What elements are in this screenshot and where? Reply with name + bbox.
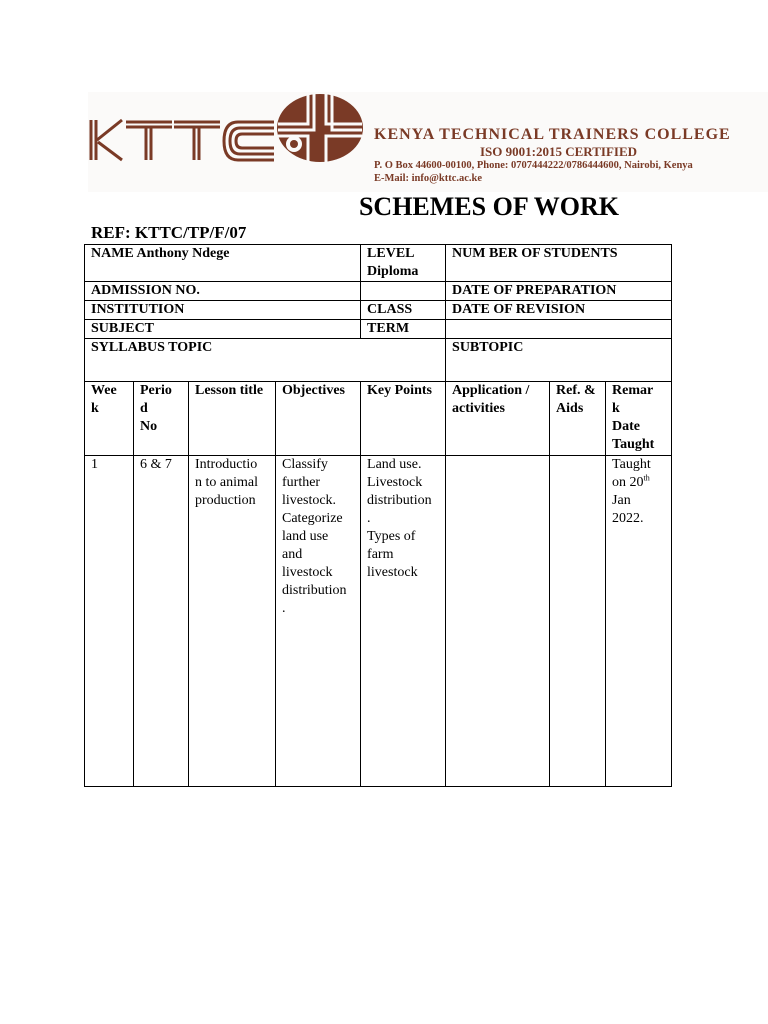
cell-line: Classify bbox=[282, 457, 328, 472]
cell-line: and bbox=[282, 547, 303, 562]
objectives-cell bbox=[276, 456, 361, 787]
ordinal-suffix: th bbox=[643, 473, 650, 483]
period-cell: 6 & 7 bbox=[134, 456, 189, 787]
col-ref-aids-header bbox=[550, 382, 606, 456]
cell-line: Taught bbox=[612, 457, 651, 472]
cell-line: n to animal bbox=[195, 475, 258, 490]
header-line: Ref. & bbox=[556, 383, 596, 398]
header-line: No bbox=[140, 419, 158, 434]
iso-certification: ISO 9001:2015 CERTIFIED bbox=[480, 144, 638, 159]
institution-name: KENYA TECHNICAL TRAINERS COLLEGE bbox=[374, 126, 731, 143]
topic-row bbox=[85, 339, 672, 382]
cell-line: distribution bbox=[367, 493, 432, 508]
col-objectives-header: Objectives bbox=[276, 382, 361, 456]
cell-line: Livestock bbox=[367, 475, 423, 490]
info-row bbox=[85, 245, 672, 282]
cell-line: production bbox=[195, 493, 256, 508]
num-students-cell: NUM BER OF STUDENTS bbox=[446, 245, 672, 282]
header-line: Aids bbox=[556, 401, 584, 416]
info-row bbox=[85, 320, 672, 339]
syllabus-topic-cell: SYLLABUS TOPIC bbox=[85, 339, 446, 382]
info-row bbox=[85, 282, 672, 301]
cell-line: livestock bbox=[367, 565, 418, 580]
col-application-header bbox=[446, 382, 550, 456]
kttc-logo bbox=[88, 114, 278, 166]
cell-line: Introductio bbox=[195, 457, 258, 472]
admission-value-cell bbox=[361, 282, 446, 301]
cell-line bbox=[612, 474, 665, 492]
header-line: k bbox=[91, 401, 99, 416]
remark-date: on 20 bbox=[612, 475, 644, 490]
header-line: Application / bbox=[452, 383, 530, 398]
term-value-cell bbox=[446, 320, 672, 339]
table-row bbox=[85, 456, 672, 787]
admission-cell: ADMISSION NO. bbox=[85, 282, 361, 301]
name-cell: NAME Anthony Ndege bbox=[85, 245, 361, 282]
cell-line: Types of bbox=[367, 529, 416, 544]
cell-line: land use bbox=[282, 529, 329, 544]
week-cell: 1 bbox=[85, 456, 134, 787]
header-line: d bbox=[140, 401, 148, 416]
kttc-emblem-icon bbox=[274, 92, 364, 164]
term-cell: TERM bbox=[361, 320, 446, 339]
col-remark-header bbox=[606, 382, 672, 456]
col-week-header bbox=[85, 382, 134, 456]
header-line: k bbox=[612, 401, 620, 416]
cell-line: . bbox=[367, 511, 371, 526]
header-line: Wee bbox=[91, 383, 117, 398]
remark-cell bbox=[606, 456, 672, 787]
cell-line: Categorize bbox=[282, 511, 343, 526]
cell-line: . bbox=[282, 601, 286, 616]
document-title bbox=[0, 192, 768, 222]
institution-address: P. O Box 44600-00100, Phone: 0707444222/0786444600, Nairobi, Kenya bbox=[374, 160, 693, 171]
date-revision-cell: DATE OF REVISION bbox=[446, 301, 672, 320]
cell-line: livestock bbox=[282, 565, 333, 580]
info-row bbox=[85, 301, 672, 320]
cell-line: Jan bbox=[612, 493, 631, 508]
header-line: activities bbox=[452, 401, 505, 416]
level-cell: LEVEL Diploma bbox=[361, 245, 446, 282]
letterhead-banner bbox=[88, 92, 768, 192]
header-line: Perio bbox=[140, 383, 172, 398]
cell-line: Land use. bbox=[367, 457, 422, 472]
institution-cell: INSTITUTION bbox=[85, 301, 361, 320]
institution-details bbox=[374, 126, 768, 185]
application-cell bbox=[446, 456, 550, 787]
date-preparation-cell: DATE OF PREPARATION bbox=[446, 282, 672, 301]
ref-aids-cell bbox=[550, 456, 606, 787]
header-line: Taught bbox=[612, 437, 655, 452]
cell-line: distribution bbox=[282, 583, 347, 598]
reference-number: REF: KTTC/TP/F/07 bbox=[91, 223, 247, 242]
subject-cell: SUBJECT bbox=[85, 320, 361, 339]
cell-line: further bbox=[282, 475, 321, 490]
column-header-row bbox=[85, 382, 672, 456]
subtopic-cell: SUBTOPIC bbox=[446, 339, 672, 382]
col-period-header bbox=[134, 382, 189, 456]
lesson-title-cell bbox=[189, 456, 276, 787]
key-points-cell bbox=[361, 456, 446, 787]
document-title-text: SCHEMES OF WORK bbox=[358, 192, 620, 221]
header-line: Remar bbox=[612, 383, 654, 398]
cell-line: livestock. bbox=[282, 493, 337, 508]
col-lesson-title-header: Lesson title bbox=[189, 382, 276, 456]
cell-line: farm bbox=[367, 547, 394, 562]
cell-line: 2022. bbox=[612, 511, 644, 526]
col-key-points-header: Key Points bbox=[361, 382, 446, 456]
header-line: Date bbox=[612, 419, 641, 434]
institution-email: E-Mail: info@kttc.ac.ke bbox=[374, 173, 483, 184]
class-cell: CLASS bbox=[361, 301, 446, 320]
scheme-table bbox=[84, 244, 672, 787]
